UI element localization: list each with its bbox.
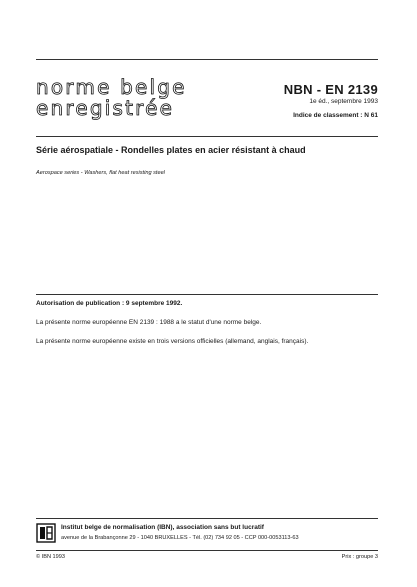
- top-rule: [36, 59, 378, 60]
- body-rule: [36, 294, 378, 295]
- header-rule: [36, 136, 378, 137]
- authorisation-date: Autorisation de publication : 9 septembre 1992.: [36, 300, 183, 307]
- standard-number: NBN - EN 2139: [283, 82, 378, 97]
- title-norme-belge: norme belge: [36, 75, 187, 99]
- document-title-fr: Série aérospatiale - Rondelles plates en acier résistant à chaud: [36, 145, 306, 155]
- status-statement: La présente norme européenne EN 2139 : 1988 a le statut d'une norme belge.: [36, 319, 262, 326]
- footer-bottom-rule: [36, 550, 378, 551]
- edition-date: 1e éd., septembre 1993: [309, 98, 378, 105]
- title-enregistree: enregistrée: [36, 96, 175, 120]
- price-group: Prix : groupe 3: [341, 554, 378, 560]
- classification-index: Indice de classement : N 61: [293, 112, 378, 119]
- institute-address: avenue de la Brabançonne 29 - 1040 BRUXELLES - Tél. (02) 734 92 05 - CCP 000-0053113-63: [61, 535, 299, 541]
- versions-statement: La présente norme européenne existe en trois versions officielles (allemand, anglais, français).: [36, 338, 309, 345]
- footer-rule: [36, 518, 378, 519]
- copyright-notice: © IBN 1993: [36, 554, 65, 560]
- institute-name: Institut belge de normalisation (IBN), association sans but lucratif: [61, 524, 264, 531]
- document-title-en: Aerospace series - Washers, flat heat resisting steel: [36, 170, 165, 176]
- ibn-logo-icon: [36, 523, 56, 543]
